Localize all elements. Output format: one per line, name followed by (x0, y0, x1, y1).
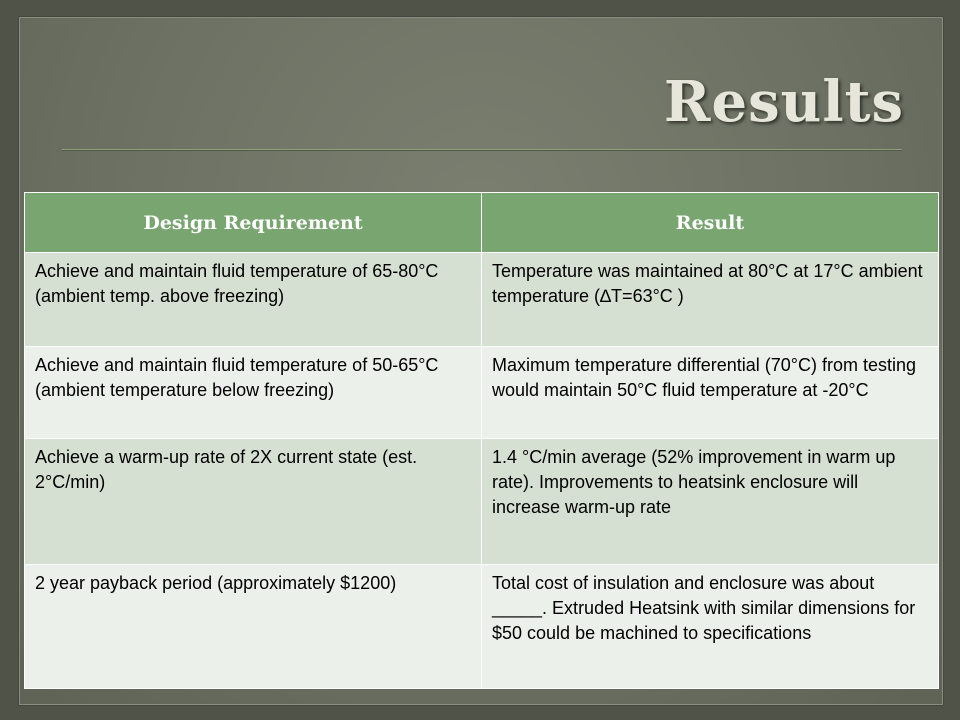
requirement-cell: Achieve a warm-up rate of 2X current state (est. 2°C/min) (25, 439, 482, 565)
table-row (25, 565, 939, 689)
header-result: Result (482, 193, 939, 253)
result-cell: 1.4 °C/min average (52% improvement in warm up rate). Improvements to heatsink enclosure will increase warm-up rate (482, 439, 939, 565)
requirement-cell: 2 year payback period (approximately $1200) (25, 565, 482, 689)
header-design-requirement: Design Requirement (25, 193, 482, 253)
requirement-cell: Achieve and maintain fluid temperature of 65-80°C (ambient temp. above freezing) (25, 253, 482, 347)
table-row (25, 347, 939, 439)
result-cell: Maximum temperature differential (70°C) from testing would maintain 50°C fluid temperature at -20°C (482, 347, 939, 439)
result-cell: Temperature was maintained at 80°C at 17°C ambient temperature (∆T=63°C ) (482, 253, 939, 347)
result-cell: Total cost of insulation and enclosure was about _____. Extruded Heatsink with similar dimensions for $50 could be machined to specifications (482, 565, 939, 689)
results-table (24, 192, 939, 689)
slide-title: Results (663, 69, 904, 135)
title-divider (62, 149, 902, 151)
table-row (25, 253, 939, 347)
table-header-row (25, 193, 939, 253)
table-row (25, 439, 939, 565)
requirement-cell: Achieve and maintain fluid temperature of 50-65°C (ambient temperature below freezing) (25, 347, 482, 439)
